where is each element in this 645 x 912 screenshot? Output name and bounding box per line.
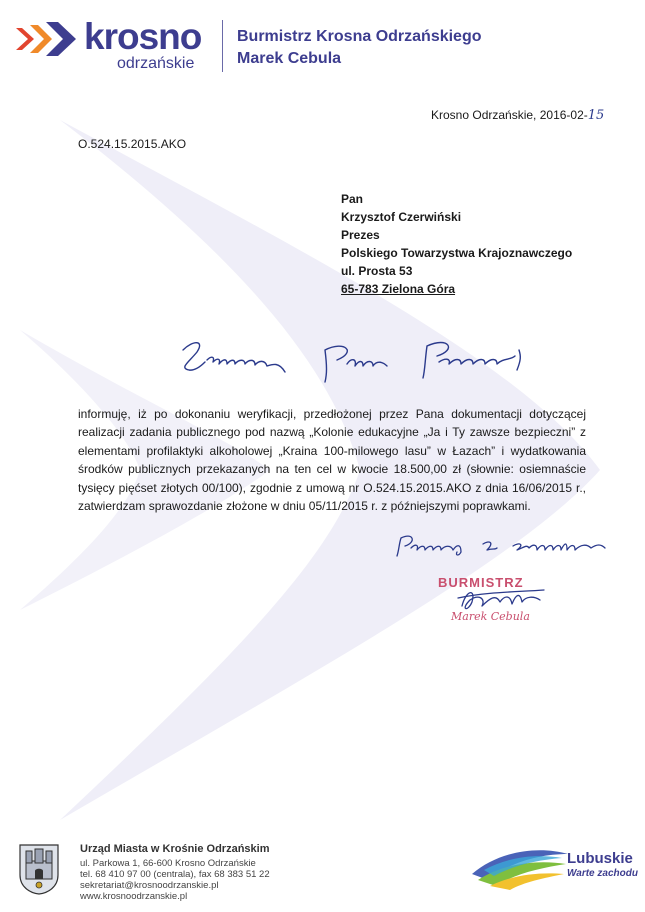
handwritten-salutation	[175, 326, 535, 386]
footer-office-name: Urząd Miasta w Krośnie Odrzańskim	[80, 843, 270, 855]
letterhead-title: Burmistrz Krosna Odrzańskiego	[237, 28, 482, 45]
recipient-organization: Polskiego Towarzystwa Krajoznawczego	[341, 246, 573, 260]
recipient-street: ul. Prosta 53	[341, 264, 413, 278]
recipient-title: Pan	[341, 192, 364, 206]
footer-email: sekretariat@krosnoodrzanskie.pl	[80, 880, 219, 891]
letter-body: informuję, iż po dokonaniu weryfikacji, przedłożonej przez Pana dokumentacji dotyczącej realizacji zadania publicznego pod nazwą „Kolonie edukacyjne „Ja i Ty zawsze bezpieczni” z elementami profilaktyki alkoholowej „Kraina 100-milowego lasu” w Łazach” i wydatkowania środków publicznych przekazanych na ten cel w kwocie 18.500,00 zł (słownie: osiemnaście tysięcy pięćset złotych 00/100), zgodnie z umową nr O.524.15.2015.AKO z dnia 16/06/2015 r., zatwierdzam sprawozdanie złożone w dniu 05/11/2015 r. z późniejszymi poprawkami.	[78, 407, 586, 514]
footer-phone: tel. 68 410 97 00 (centrala), fax 68 383 51 22	[80, 869, 270, 880]
footer-website: www.krosnoodrzanskie.pl	[80, 891, 188, 902]
letterhead-name: Marek Cebula	[237, 50, 342, 67]
reference-number: O.524.15.2015.AKO	[78, 137, 187, 151]
krosno-logo-icon	[16, 22, 80, 56]
logo-wordmark: krosno	[84, 16, 202, 57]
handwritten-closing	[395, 530, 610, 558]
stamp-title: BURMISTRZ	[438, 575, 524, 590]
stamp-name: Marek Cebula	[451, 610, 530, 623]
recipient-city: 65-783 Zielona Góra	[341, 282, 456, 296]
coat-of-arms-icon	[18, 843, 60, 895]
footer-address: ul. Parkowa 1, 66-600 Krosno Odrzańskie	[80, 858, 256, 869]
letter-date	[431, 108, 604, 123]
logo-subtitle: odrzańskie	[117, 55, 195, 72]
region-tagline: Warte zachodu	[567, 868, 638, 879]
date-handwritten-day: 15	[587, 108, 605, 123]
region-name: Lubuskie	[567, 850, 633, 867]
lubuskie-logo-icon	[470, 840, 570, 890]
date-printed: Krosno Odrzańskie, 2016-02-	[431, 108, 588, 122]
recipient-name: Krzysztof Czerwiński	[341, 210, 462, 224]
recipient-position: Prezes	[341, 228, 380, 242]
header-divider	[222, 20, 223, 72]
